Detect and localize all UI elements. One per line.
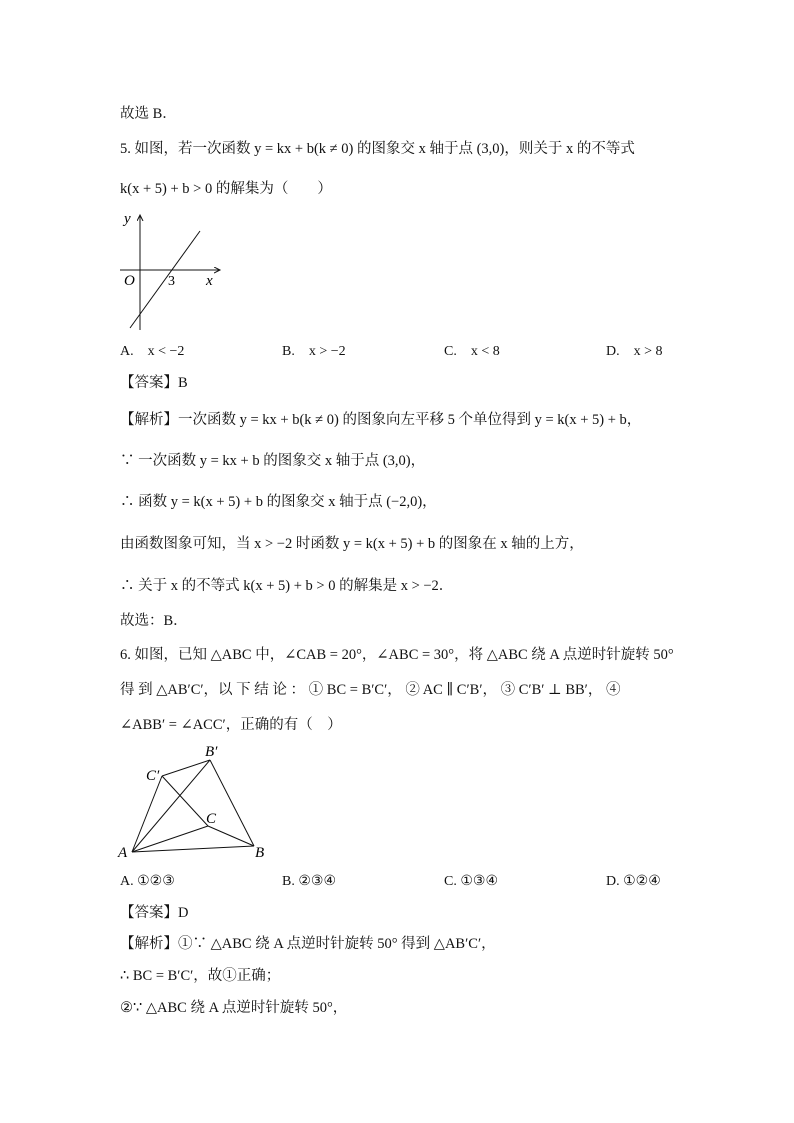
q5-conclusion: 故选：B． xyxy=(120,613,188,629)
q6-answer: 【答案】D xyxy=(120,905,189,921)
vertex-b-prime-label: B′ xyxy=(205,744,218,760)
q6-triangle-figure xyxy=(112,742,272,862)
q5-option-a: A. x < −2 xyxy=(120,344,185,359)
question-5-stem-cont: k(x + 5) + b > 0 的解集为（ ） xyxy=(120,181,332,197)
q6-analysis-3: ②∵ △ABC 绕 A 点逆时针旋转 50°， xyxy=(120,1000,348,1016)
q6-option-a: A. ①②③ xyxy=(120,874,175,889)
segment-c-prime-c xyxy=(162,776,208,826)
q6-option-c: C. ①③④ xyxy=(444,874,498,889)
segment-a-b xyxy=(132,846,254,852)
vertex-b-label: B xyxy=(255,845,265,861)
question-6-stem-end: ∠ABB′ = ∠ACC′，正确的有（ ） xyxy=(120,717,342,733)
q5-option-b: B. x > −2 xyxy=(282,344,346,359)
question-6-stem-cont: 得 到 △AB′C′，以 下 结 论 ： ① BC = B′C′， ② AC ∥ C′B′， ③ C′B′ ⊥ BB′， ④ xyxy=(120,682,621,698)
q5-line-graph xyxy=(112,205,232,335)
vertex-a-label: A xyxy=(118,845,128,861)
intercept-label: 3 xyxy=(168,274,175,289)
question-5-stem: 5. 如图，若一次函数 y = kx + b(k ≠ 0) 的图象交 x 轴于点 (3,0)，则关于 x 的不等式 xyxy=(120,141,635,157)
q5-option-c: C. x < 8 xyxy=(444,344,500,359)
q5-analysis-1: 【解析】一次函数 y = kx + b(k ≠ 0) 的图象向左平移 5 个单位得到 y = k(x + 5) + b， xyxy=(120,412,642,428)
q5-analysis-5: ∴ 关于 x 的不等式 k(x + 5) + b > 0 的解集是 x > −2． xyxy=(120,578,454,594)
answer-line-prev: 故选 B． xyxy=(120,106,177,122)
question-6-stem: 6. 如图，已知 △ABC 中，∠CAB = 20°，∠ABC = 30°，将 △ABC 绕 A 点逆时针旋转 50° xyxy=(120,647,674,663)
q6-analysis-1: 【解析】①∵ △ABC 绕 A 点逆时针旋转 50° 得到 △AB′C′， xyxy=(120,936,496,952)
x-axis-label: x xyxy=(206,273,213,289)
q5-analysis-3: ∴ 函数 y = k(x + 5) + b 的图象交 x 轴于点 (−2,0)， xyxy=(120,494,437,510)
q6-analysis-2: ∴ BC = B′C′，故①正确； xyxy=(120,968,281,984)
q5-analysis-2: ∵ 一次函数 y = kx + b 的图象交 x 轴于点 (3,0)， xyxy=(120,453,426,469)
segment-b-prime-b xyxy=(210,760,254,846)
q6-option-d: D. ①②④ xyxy=(606,874,661,889)
vertex-c-prime-label: C′ xyxy=(146,768,160,784)
q5-analysis-4: 由函数图象可知，当 x > −2 时函数 y = k(x + 5) + b 的图象在 x 轴的上方， xyxy=(120,536,584,552)
vertex-c-label: C xyxy=(206,811,217,827)
q6-option-b: B. ②③④ xyxy=(282,874,336,889)
origin-label: O xyxy=(124,273,135,289)
q5-answer: 【答案】B xyxy=(120,375,188,391)
y-axis-label: y xyxy=(124,211,131,227)
q5-option-d: D. x > 8 xyxy=(606,344,663,359)
segment-c-b xyxy=(208,826,254,846)
segment-a-c-prime xyxy=(132,776,162,852)
